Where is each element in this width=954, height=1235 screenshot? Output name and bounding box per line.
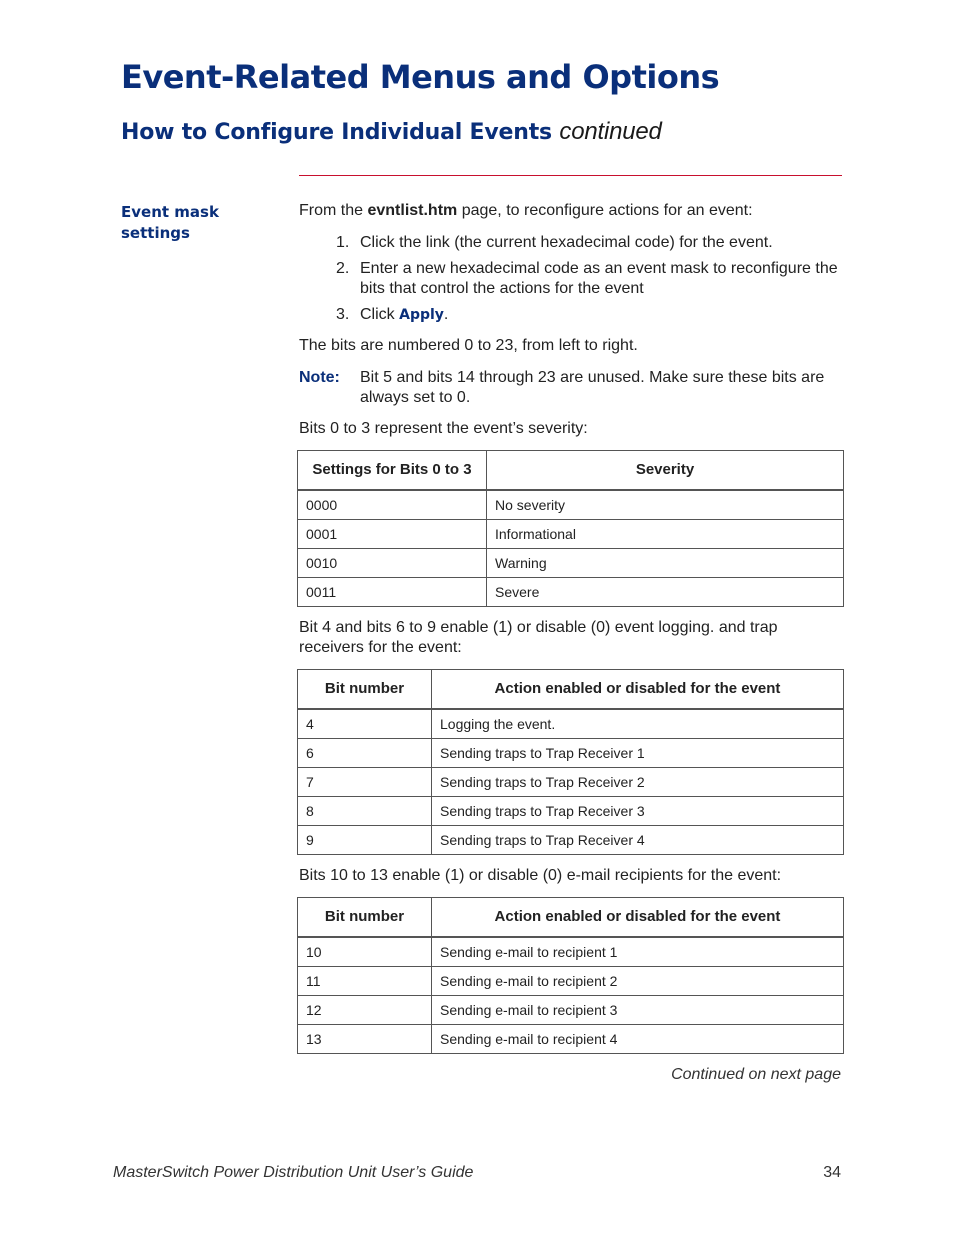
table-cell: 11 xyxy=(298,967,432,996)
table-cell: 13 xyxy=(298,1025,432,1054)
footer-page-number: 34 xyxy=(823,1164,841,1181)
table-row xyxy=(298,578,844,607)
email-intro: Bits 10 to 13 enable (1) or disable (0) e-mail recipients for the event: xyxy=(299,867,782,884)
severity-intro: Bits 0 to 3 represent the event’s severity: xyxy=(299,420,588,437)
table-cell: Informational xyxy=(487,520,844,549)
table-row xyxy=(298,520,844,549)
table-row xyxy=(298,709,844,739)
column-header: Action enabled or disabled for the event xyxy=(432,670,844,710)
table-cell: Severe xyxy=(487,578,844,607)
table-cell: 0010 xyxy=(298,549,487,578)
severity-table xyxy=(297,450,844,607)
note-label: Note: xyxy=(299,369,340,386)
table-row xyxy=(298,826,844,855)
section-continued: continued xyxy=(559,118,662,145)
table-cell: Sending e-mail to recipient 4 xyxy=(432,1025,844,1054)
table-cell: 0000 xyxy=(298,490,487,520)
page-title: Event-Related Menus and Options xyxy=(121,58,720,96)
table-row xyxy=(298,549,844,578)
table-row xyxy=(298,797,844,826)
column-header: Severity xyxy=(487,451,844,491)
email-table xyxy=(297,897,844,1054)
note-block xyxy=(299,368,844,408)
table-cell: 8 xyxy=(298,797,432,826)
table-cell: 6 xyxy=(298,739,432,768)
logging-table xyxy=(297,669,844,855)
table-cell: Sending traps to Trap Receiver 2 xyxy=(432,768,844,797)
table-row xyxy=(298,490,844,520)
step-text: Click xyxy=(360,306,400,323)
step-number: 2. xyxy=(336,260,350,277)
side-heading xyxy=(121,202,261,244)
note-text: Bit 5 and bits 14 through 23 are unused. Make sure these bits are always set to 0. xyxy=(360,369,825,406)
section-title-text: How to Configure Individual Events xyxy=(121,120,552,145)
column-header: Settings for Bits 0 to 3 xyxy=(298,451,487,491)
email-table-wrap xyxy=(299,897,844,1054)
table-header-row xyxy=(298,898,844,938)
side-heading-line-2: settings xyxy=(121,224,190,242)
column-header: Bit number xyxy=(298,670,432,710)
severity-table-wrap xyxy=(299,450,844,607)
intro-filename: evntlist.htm xyxy=(367,202,458,219)
footer-guide-title: MasterSwitch Power Distribution Unit User’s Guide xyxy=(113,1164,474,1181)
step-text: Click the link (the current hexadecimal code) for the event. xyxy=(360,234,773,251)
table-cell: 9 xyxy=(298,826,432,855)
step-item xyxy=(299,233,844,253)
table-header-row xyxy=(298,451,844,491)
table-row xyxy=(298,1025,844,1054)
table-cell: 0011 xyxy=(298,578,487,607)
continued-note: Continued on next page xyxy=(671,1066,841,1083)
table-cell: 0001 xyxy=(298,520,487,549)
step-text: Enter a new hexadecimal code as an event mask to reconfigure the bits that control the actions for the event xyxy=(360,260,838,297)
table-cell: Warning xyxy=(487,549,844,578)
steps-list xyxy=(299,233,844,325)
table-row xyxy=(298,768,844,797)
table-cell: Sending e-mail to recipient 1 xyxy=(432,937,844,967)
table-cell: Logging the event. xyxy=(432,709,844,739)
step-item xyxy=(299,305,844,325)
column-header: Action enabled or disabled for the event xyxy=(432,898,844,938)
column-header: Bit number xyxy=(298,898,432,938)
table-cell: Sending traps to Trap Receiver 4 xyxy=(432,826,844,855)
section-title xyxy=(121,118,662,146)
table-row xyxy=(298,739,844,768)
table-header-row xyxy=(298,670,844,710)
intro-text-end: page, to reconfigure actions for an event: xyxy=(457,202,753,219)
table-cell: 7 xyxy=(298,768,432,797)
table-cell: Sending e-mail to recipient 2 xyxy=(432,967,844,996)
table-cell: 12 xyxy=(298,996,432,1025)
step-number: 1. xyxy=(336,234,350,251)
step-number: 3. xyxy=(336,306,350,323)
intro-paragraph xyxy=(299,201,844,221)
table-cell: Sending traps to Trap Receiver 1 xyxy=(432,739,844,768)
table-cell: Sending e-mail to recipient 3 xyxy=(432,996,844,1025)
step-item xyxy=(299,259,844,299)
side-heading-line-1: Event mask xyxy=(121,203,219,221)
intro-text: From the xyxy=(299,202,368,219)
apply-label: Apply xyxy=(399,307,444,323)
table-row xyxy=(298,937,844,967)
table-row xyxy=(298,996,844,1025)
table-cell: Sending traps to Trap Receiver 3 xyxy=(432,797,844,826)
logging-intro: Bit 4 and bits 6 to 9 enable (1) or disable (0) event logging. and trap receivers for the event: xyxy=(299,619,778,656)
table-cell: 10 xyxy=(298,937,432,967)
step-text-end: . xyxy=(443,306,449,323)
table-cell: No severity xyxy=(487,490,844,520)
table-cell: 4 xyxy=(298,709,432,739)
bits-numbered-text: The bits are numbered 0 to 23, from left to right. xyxy=(299,337,638,354)
body-content xyxy=(299,201,844,1054)
logging-table-wrap xyxy=(299,669,844,855)
table-row xyxy=(298,967,844,996)
section-divider xyxy=(299,175,842,176)
